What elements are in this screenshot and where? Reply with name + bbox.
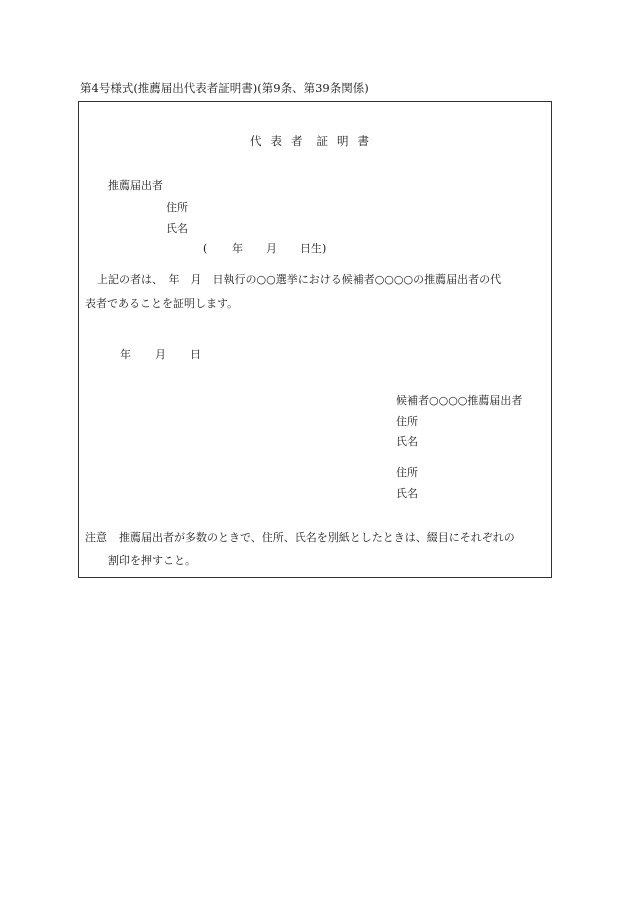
signers-heading: 候補者○○○○推薦届出者 bbox=[396, 394, 523, 407]
title-char: 表 bbox=[270, 134, 282, 148]
date-day-label: 日 bbox=[190, 348, 201, 361]
note-prefix: 注意 bbox=[85, 531, 107, 544]
certificate-form bbox=[78, 101, 552, 578]
applicant-heading: 推薦届出者 bbox=[108, 179, 163, 192]
signer-2-name-label: 氏名 bbox=[396, 487, 418, 500]
document-title bbox=[250, 136, 369, 148]
title-char: 書 bbox=[357, 134, 369, 148]
note-text-line-1: 推薦届出者が多数のときで、住所、氏名を別紙としたときは、綴目にそれぞれの bbox=[119, 531, 515, 544]
title-char: 者 bbox=[291, 134, 303, 148]
applicant-address-label: 住所 bbox=[166, 201, 188, 214]
signer-1-name-label: 氏名 bbox=[396, 435, 418, 448]
signer-1-address-label: 住所 bbox=[396, 415, 418, 428]
title-char: 証 bbox=[316, 134, 328, 148]
birth-month-label: 月 bbox=[266, 242, 277, 255]
certification-text-line-1: 上記の者は、 年 月 日執行の○○選挙における候補者○○○○の推薦届出者の代 bbox=[97, 273, 502, 286]
date-year-label: 年 bbox=[120, 348, 131, 361]
birth-day-label: 日生) bbox=[300, 242, 327, 255]
applicant-name-label: 氏名 bbox=[166, 222, 188, 235]
title-char: 代 bbox=[250, 134, 262, 148]
note-text-line-2: 割印を押すこと。 bbox=[108, 554, 196, 567]
signer-2-address-label: 住所 bbox=[396, 466, 418, 479]
date-month-label: 月 bbox=[155, 348, 166, 361]
birth-open-paren: ( bbox=[203, 242, 208, 255]
certification-text-line-2: 表者であることを証明します。 bbox=[85, 297, 239, 310]
birth-year-label: 年 bbox=[232, 242, 243, 255]
title-char: 明 bbox=[337, 134, 349, 148]
form-number-label: 第4号様式(推薦届出代表者証明書)(第9条、第39条関係) bbox=[80, 81, 369, 95]
